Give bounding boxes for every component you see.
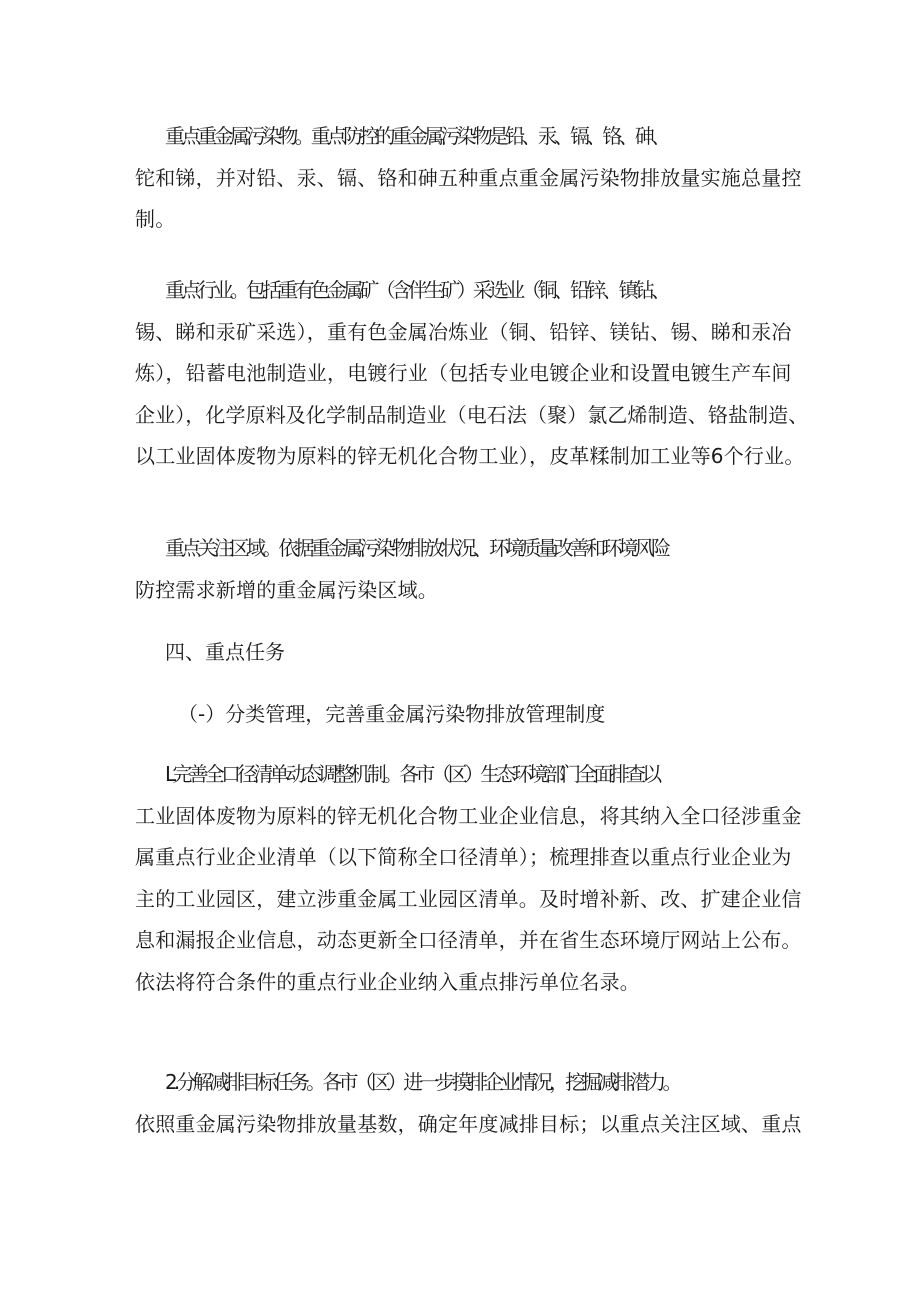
text-line: 工业固体废物为原料的锌无机化合物工业企业信息，将其纳入全口径涉重金 xyxy=(135,803,802,828)
paragraph-item-2 xyxy=(135,1062,807,1145)
text-line: 重点重金属污染物。重点防控的重金属污染物是铅、汞、镉、铬、砷、 xyxy=(165,124,668,148)
text-line: 息和漏报企业信息，动态更新全口径清单，并在省生态环境厅网站上公布。 xyxy=(135,928,802,952)
paragraph-item-1 xyxy=(135,754,807,1003)
subsection-heading: （-）分类管理，完善重金属污染物排放管理制度 xyxy=(178,702,606,726)
text-line: 属重点行业企业清单（以下简称全口径清单）；梳理排查以重点行业企业为 xyxy=(135,845,792,869)
text-line: 主的工业园区，建立涉重金属工业园区清单。及时增补新、改、扩建企业信 xyxy=(135,886,802,911)
text-line: 依法将符合条件的重点行业企业纳入重点排污单位名录。 xyxy=(135,969,640,994)
paragraph-key-pollutants xyxy=(135,116,807,241)
text-line: 以工业固体废物为原料的锌无机化合物工业），皮革糅制加工业等6个行业。 xyxy=(135,444,805,468)
text-line: 铊和锑，并对铅、汞、镉、铬和砷五种重点重金属污染物排放量实施总量控 xyxy=(135,165,802,190)
section-heading: 四、重点任务 xyxy=(165,640,285,664)
paragraph-key-regions xyxy=(135,528,807,611)
text-line: L完善全口径清单动态调整机制。各市（区）生态环境部门全面排查以 xyxy=(165,762,659,786)
text-line: 炼），铅蓄电池制造业，电镀行业（包括专业电镀企业和设置电镀生产车间 xyxy=(135,361,792,385)
text-line: 锡、睇和汞矿采选），重有色金属冶炼业（铜、铅锌、镁钻、锡、睇和汞冶 xyxy=(135,319,792,344)
text-line: 重点行业。包括重有色金属矿（含伴生矿）采选业（铜、铅锌、镇钻、 xyxy=(165,278,668,302)
text-line: 防控需求新增的重金属污染区域。 xyxy=(135,577,438,602)
text-line: 制。 xyxy=(135,207,176,231)
text-line: 2.分解减排目标任务。各市（区）进一步摸排企业情况，挖掘减排潜力。 xyxy=(165,1070,679,1094)
text-line: 企业），化学原料及化学制品制造业（电石法（聚）氯乙烯制造、铬盐制造、 xyxy=(135,402,809,427)
text-line: 重点关注区域。依据重金属污染物排放状况、环境质量改善和环境风险 xyxy=(165,536,668,560)
paragraph-key-industries xyxy=(135,270,807,478)
text-line: 依照重金属污染物排放量基数，确定年度减排目标；以重点关注区域、重点 xyxy=(135,1111,802,1136)
